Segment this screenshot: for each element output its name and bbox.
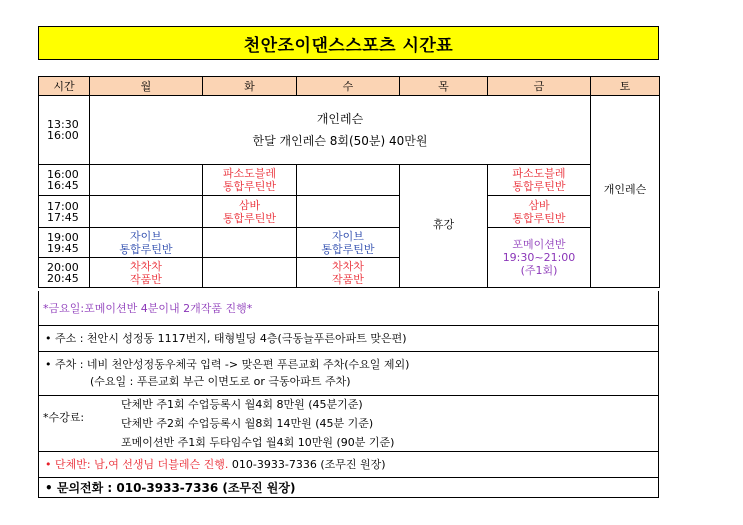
empty-cell: [297, 165, 400, 196]
table-row: [39, 196, 660, 228]
class-type: 통합루틴반: [222, 211, 277, 225]
header-thu: 목: [400, 77, 488, 96]
private-lesson-cell: [90, 96, 591, 165]
group-note: [38, 452, 659, 478]
parking-line-1: • 주차 : 네비 천안성정동우체국 입력 -> 맞은편 푸른교회 주차(수요일 제외): [45, 358, 410, 371]
class-cell: [203, 165, 297, 196]
time-cell: [39, 196, 90, 228]
fee-line-2: 단체반 주2회 수업등록시 월8회 14만원 (45분 기준): [121, 417, 374, 430]
time-start: 17:00: [47, 199, 79, 213]
address-text: • 주소 : 천안시 성정동 1117번지, 태형빌딩 4층(극동늘푸른아파트 맞은편): [45, 332, 407, 345]
table-row: [39, 165, 660, 196]
class-name: 파소도블레: [512, 167, 566, 180]
class-name: 자이브: [332, 229, 364, 243]
empty-cell: [203, 228, 297, 258]
class-type: 통합루틴반: [321, 242, 375, 256]
page-title: [38, 26, 659, 60]
class-type: 통합루틴반: [512, 211, 566, 225]
empty-cell: [90, 165, 203, 196]
private-lesson-label: 개인레슨: [316, 112, 364, 126]
class-name: 차차차: [130, 259, 162, 273]
phone-note: [38, 478, 659, 498]
time-cell: [39, 228, 90, 258]
class-type: 작품반: [332, 272, 364, 286]
class-name: 파소도블레: [222, 167, 277, 180]
time-cell: [39, 96, 90, 165]
time-end: 16:00: [47, 129, 79, 142]
class-type: 통합루틴반: [512, 180, 566, 193]
time-start: 16:00: [47, 168, 79, 181]
private-lesson-price: 한달 개인레슨 8회(50분) 40만원: [252, 134, 428, 148]
class-cell: [90, 228, 203, 258]
class-cell: [297, 228, 400, 258]
class-time: 19:30~21:00: [502, 251, 576, 264]
parking-note: [38, 352, 659, 396]
fee-line-1: 단체반 주1회 수업등록시 월4회 8만원 (45분기준): [121, 398, 363, 411]
class-frequency: (주1회): [520, 264, 558, 277]
empty-cell: [203, 258, 297, 288]
header-mon: 월: [90, 77, 203, 96]
time-end: 17:45: [47, 210, 79, 224]
class-name: 차차차: [332, 259, 364, 273]
class-type: 작품반: [130, 272, 162, 286]
group-note-red: • 단체반: 남,여 선생님 더블레슨 진행.: [45, 458, 229, 471]
friday-note-text: *금요일:포메이션반 4분이내 2개작품 진행*: [43, 302, 253, 315]
thu-rest-cell: 휴강: [400, 165, 488, 288]
group-note-phone: 010-3933-7336 (조무진 원장): [228, 458, 386, 471]
class-cell: [488, 196, 591, 228]
time-end: 19:45: [47, 241, 79, 255]
friday-note: [38, 291, 659, 326]
class-type: 통합루틴반: [222, 180, 277, 193]
header-time: 시간: [39, 77, 90, 96]
time-start: 13:30: [47, 118, 79, 131]
time-end: 16:45: [47, 179, 79, 192]
fee-label: *수강료:: [43, 411, 85, 424]
parking-line-2: (수요일 : 푸른교회 부근 이면도로 or 극동아파트 주차): [90, 375, 351, 388]
class-name: 삼바: [528, 198, 550, 212]
class-name: 자이브: [130, 229, 162, 243]
header-fri: 금: [488, 77, 591, 96]
class-cell: [488, 165, 591, 196]
address-note: [38, 326, 659, 352]
header-tue: 화: [203, 77, 297, 96]
time-end: 20:45: [47, 271, 79, 285]
empty-cell: [297, 196, 400, 228]
class-name: 포메이션반: [512, 238, 566, 251]
phone-text: • 문의전화 : 010-3933-7336 (조무진 원장): [45, 481, 296, 495]
formation-cell: [488, 228, 591, 288]
sat-cell: 개인레슨: [591, 96, 660, 288]
table-row: [39, 228, 660, 258]
fee-note: [38, 396, 659, 452]
class-cell: [203, 196, 297, 228]
title-text: 천안조이댄스스포츠 시간표: [243, 35, 454, 56]
fee-line-3: 포메이션반 주1회 두타임수업 월4회 10만원 (90분 기준): [121, 436, 395, 449]
header-sat: 토: [591, 77, 660, 96]
time-start: 20:00: [47, 260, 79, 274]
time-start: 19:00: [47, 230, 79, 244]
table-row: [39, 96, 660, 165]
class-name: 삼바: [238, 198, 261, 212]
time-cell: [39, 165, 90, 196]
empty-cell: [90, 196, 203, 228]
header-row: [39, 77, 660, 96]
class-cell: [297, 258, 400, 288]
time-cell: [39, 258, 90, 288]
schedule-table: [38, 76, 660, 288]
class-cell: [90, 258, 203, 288]
class-type: 통합루틴반: [119, 242, 173, 256]
header-wed: 수: [297, 77, 400, 96]
